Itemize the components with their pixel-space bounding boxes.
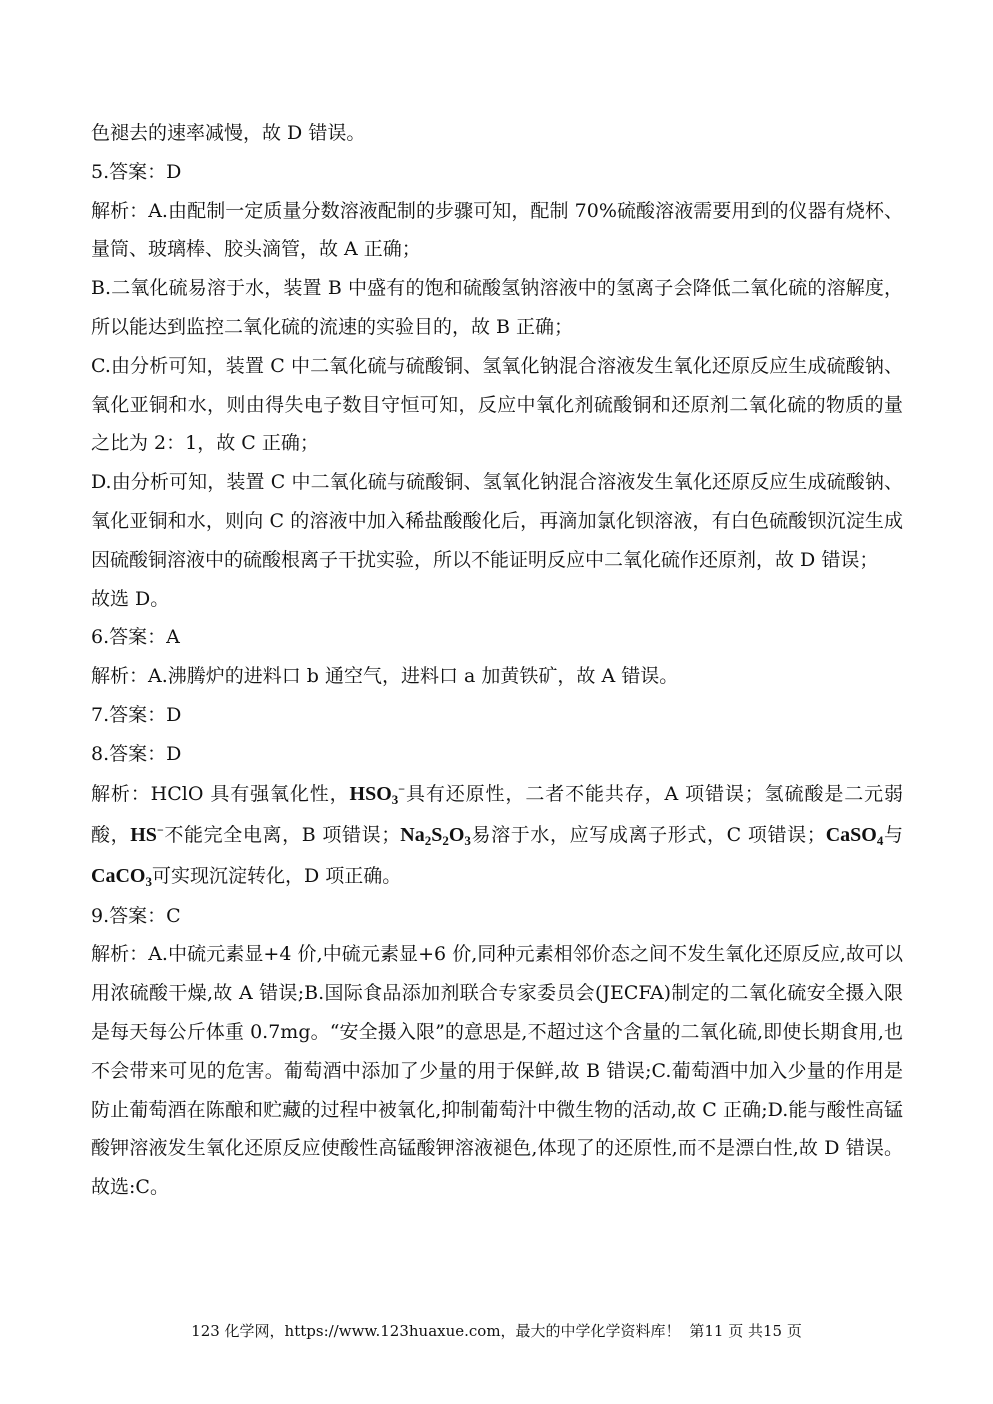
formula-subscript: 2 xyxy=(442,832,449,848)
formula-hso3 xyxy=(350,783,406,805)
formula-subscript: 3 xyxy=(145,873,152,889)
formula-base: S xyxy=(431,823,443,846)
text-fragment: 具有还原性，二者不能共存，A 项错误；氢硫酸是二元弱酸， xyxy=(91,782,903,846)
formula-subscript: 3 xyxy=(464,832,471,848)
text-fragment: 解析：HClO 具有强氧化性， xyxy=(91,782,350,805)
formula-subscript: 2 xyxy=(424,832,432,848)
footer-page-number: 第11 页 共15 页 xyxy=(689,1322,802,1340)
text-fragment: 易溶于水，应写成离子形式，C 项错误； xyxy=(470,823,826,846)
formula-base: CaSO xyxy=(825,823,877,846)
text-line: 故选 D。 xyxy=(91,587,170,610)
answer-8-explanation xyxy=(91,774,903,897)
text-line: 色褪去的速率减慢，故 D 错误。 xyxy=(91,122,366,144)
formula-base: O xyxy=(448,823,465,846)
text-fragment: 不能完全电离，B 项错误； xyxy=(163,823,401,846)
answer-content xyxy=(91,114,903,1207)
formula-hs xyxy=(130,824,164,846)
text-line: D.由分析可知，装置 C 中二氧化硫与硫酸铜、氢氧化钠混合溶液发生氧化还原反应生成硫酸钠、氧化亚铜和水，则向 C 的溶液中加入稀盐酸酸化后，再滴加氯化钡溶液，有白色硫酸钡沉淀生成因硫酸铜溶液中的硫酸根离子干扰实验，所以不能证明反应中二氧化硫作还原剂，故 D 错误； xyxy=(91,471,903,571)
text-line: B.二氧化硫易溶于水，装置 B 中盛有的饱和硫酸氢钠溶液中的氢离子会降低二氧化硫的溶解度，所以能达到监控二氧化硫的流速的实验目的，故 B 正确； xyxy=(91,277,903,338)
formula-base: CaCO xyxy=(91,864,146,887)
text-fragment: 与 xyxy=(883,823,903,846)
answer-7-heading: 7.答案：D xyxy=(91,703,182,726)
formula-base: HSO xyxy=(349,782,392,805)
formula-na2s2o3 xyxy=(400,824,471,846)
formula-subscript: 3 xyxy=(391,791,399,807)
text-line: C.由分析可知，装置 C 中二氧化硫与硫酸铜、氢氧化钠混合溶液发生氧化还原反应生成硫酸钠、氧化亚铜和水，则由得失电子数目守恒可知，反应中氧化剂硫酸铜和还原剂二氧化硫的物质的量之比为 2：1，故 C 正确； xyxy=(91,354,903,455)
answer-9-heading: 9.答案：C xyxy=(91,904,181,927)
formula-caso4 xyxy=(826,824,884,846)
formula-subscript: 4 xyxy=(876,832,884,848)
text-line: 解析：A.沸腾炉的进料口 b 通空气，进料口 a 加黄铁矿，故 A 错误。 xyxy=(91,665,679,688)
formula-base: Na xyxy=(400,823,425,846)
text-line: 解析：A.中硫元素显+4 价,中硫元素显+6 价,同种元素相邻价态之间不发生氧化还原反应,故可以用浓硫酸干燥,故 A 错误;B.国际食品添加剂联合专家委员会(JECFA)制定的二氧化硫安全摄入限是每天每公斤体重 0.7mg。“安全摄入限”的意思是,不超过这个含量的二氧化硫,即使长期食用,也不会带来可见的危害。葡萄酒中添加了少量的用于保鲜,故 B 错误;C.葡萄酒中加入少量的作用是防止葡萄酒在陈酿和贮藏的过程中被氧化,抑制葡萄汁中微生物的活动,故 C 正确;D.能与酸性高锰酸钾溶液发生氧化还原反应使酸性高锰酸钾溶液褪色,体现了的还原性,而不是漂白性,故 D 错误。故选:C。 xyxy=(91,943,903,1199)
formula-superscript: − xyxy=(398,781,406,796)
answer-5-heading: 5.答案：D xyxy=(91,160,182,183)
answer-6-heading: 6.答案：A xyxy=(91,626,180,649)
formula-base: HS xyxy=(130,823,157,846)
footer-site-text: 123 化学网，https://www.123huaxue.com，最大的中学化学资料库！ xyxy=(191,1322,681,1340)
formula-caco3 xyxy=(91,865,152,887)
formula-superscript: − xyxy=(156,822,164,837)
page-footer xyxy=(0,1320,993,1341)
answer-8-heading: 8.答案：D xyxy=(91,742,182,765)
text-line: 解析：A.由配制一定质量分数溶液配制的步骤可知，配制 70%硫酸溶液需要用到的仪器有烧杯、量筒、玻璃棒、胶头滴管，故 A 正确； xyxy=(91,199,903,261)
text-fragment: 可实现沉淀转化，D 项正确。 xyxy=(151,864,402,887)
